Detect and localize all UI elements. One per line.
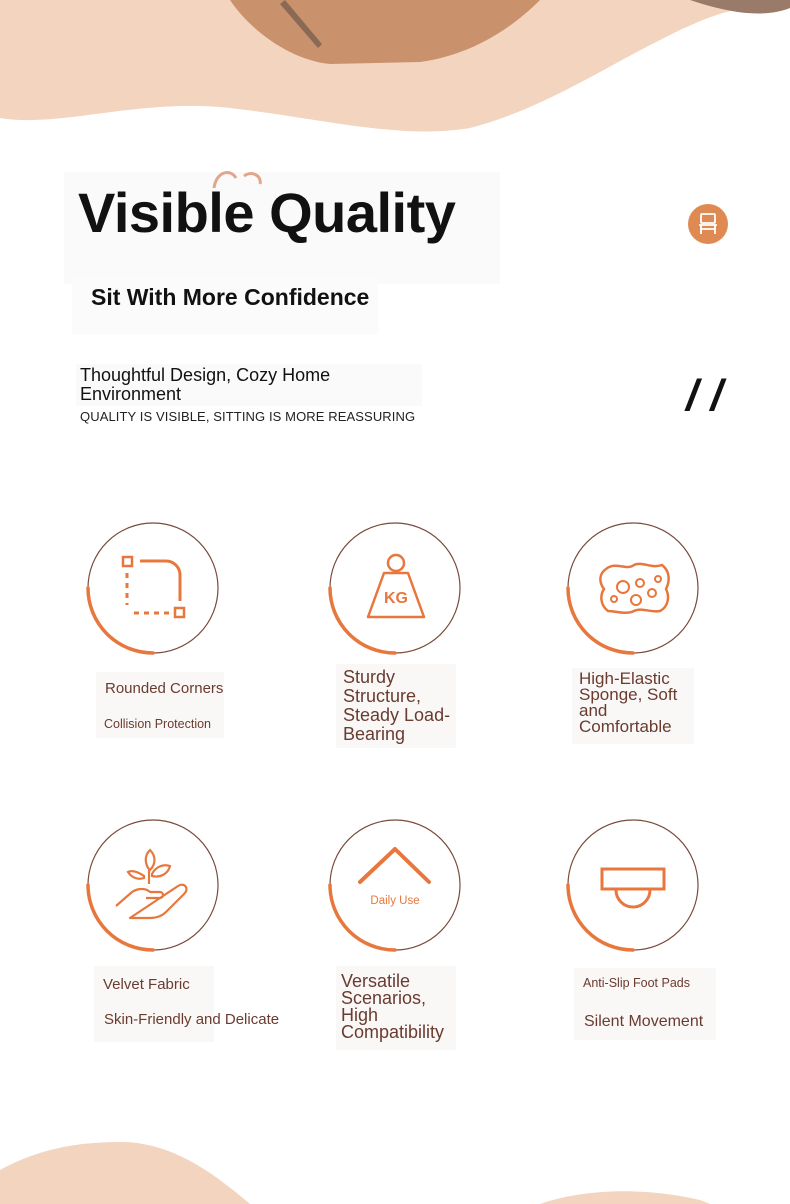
kg-weight-icon [368,555,424,617]
feature-title: Versatile Scenarios, High Compatibility [341,971,445,1042]
feature-ring [566,818,700,952]
feature-ring [86,818,220,952]
sponge-icon [600,564,668,613]
quote-mark: / / [686,371,723,420]
feature-ring [328,521,462,655]
feature-subtitle: Silent Movement [584,1013,704,1030]
chair-badge [688,204,728,244]
feature-ring [566,521,700,655]
feature-title: Velvet Fabric [103,976,190,993]
feature-ring [328,818,462,952]
feature-subtitle: Skin-Friendly and Delicate [104,1011,280,1028]
page-title: Visible Quality [78,181,456,244]
foot-pad-icon [602,869,664,907]
icon-caption: Daily Use [370,895,420,907]
page-subtitle: Sit With More Confidence [91,284,370,310]
roof-icon [360,849,429,882]
leaf-hand-icon [116,850,186,918]
bottom-wave-decoration [0,1130,790,1204]
tagline: Thoughtful Design, Cozy Home Environment [80,365,331,404]
chair-icon [688,204,728,244]
feature-title: Anti-Slip Foot Pads [583,976,690,990]
feature-title: Sturdy Structure, Steady Load-Bearing [343,667,451,744]
svg-text:KG: KG [384,590,408,607]
rounded-corners-icon [123,557,184,617]
caption: QUALITY IS VISIBLE, SITTING IS MORE REASSURING [80,409,416,424]
feature-subtitle: Collision Protection [104,717,211,731]
feature-title: High-Elastic Sponge, Soft and Comfortable [579,669,678,736]
feature-title: Rounded Corners [105,680,224,697]
top-wave-decoration [0,0,790,140]
feature-ring [86,521,220,655]
